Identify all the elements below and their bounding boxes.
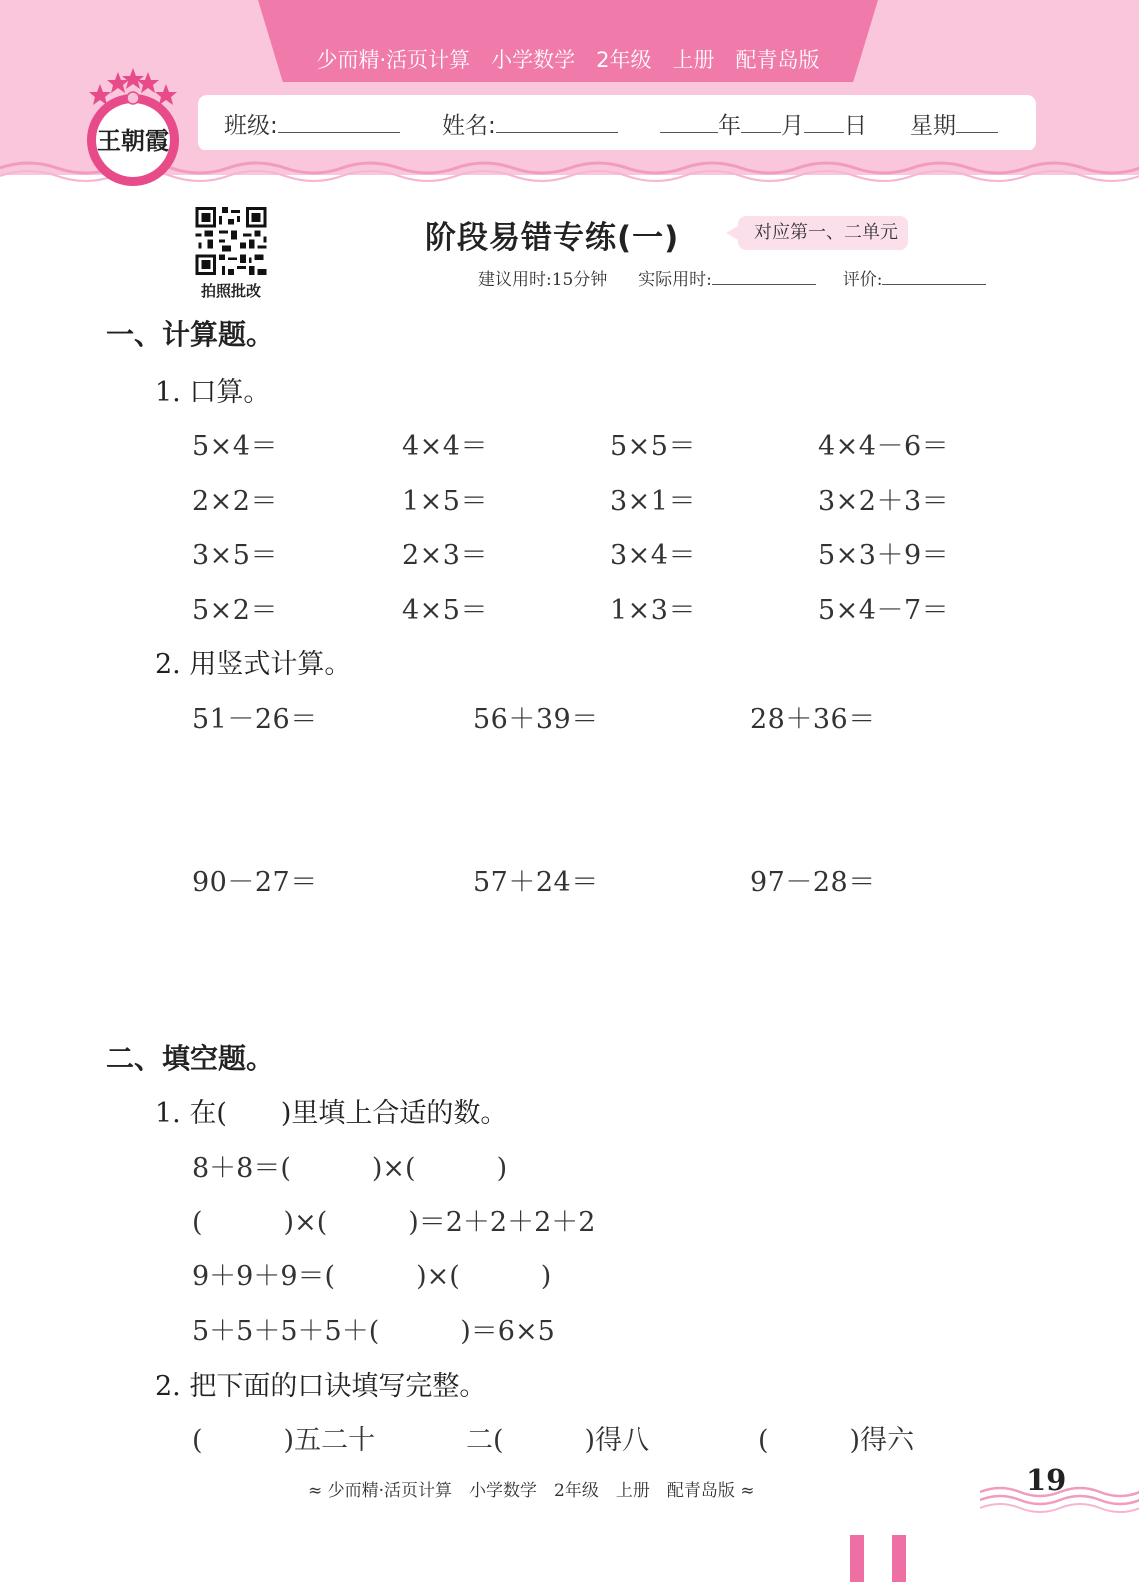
oral-item: 5×5＝: [610, 431, 696, 462]
rhyme-item[interactable]: ( )得六: [758, 1425, 915, 1456]
oral-item: 2×3＝: [402, 540, 488, 571]
actual-time-label: 实际用时:: [638, 270, 712, 290]
oral-item: 5×4－7＝: [818, 595, 950, 626]
fill-item[interactable]: 5＋5＋5＋5＋( )＝6×5: [192, 1316, 555, 1347]
edge-tab: [850, 1535, 864, 1582]
fill-item[interactable]: 9＋9＋9＝( )×( ): [192, 1261, 552, 1292]
rating-blank[interactable]: [882, 266, 986, 285]
time-line: [478, 265, 986, 290]
vertical-item: 51－26＝: [192, 704, 318, 735]
question-vertical: 2. 用竖式计算。: [155, 649, 352, 680]
day-blank[interactable]: [804, 110, 844, 133]
oral-item: 3×1＝: [610, 486, 696, 517]
rhyme-item[interactable]: ( )五二十: [192, 1425, 376, 1456]
rating-label: 评价:: [842, 270, 883, 290]
vertical-item: 28＋36＝: [750, 704, 876, 735]
class-field[interactable]: [224, 107, 400, 140]
oral-item: 1×5＝: [402, 486, 488, 517]
edge-tab: [892, 1535, 906, 1582]
oral-item: 5×3＋9＝: [818, 540, 950, 571]
name-label: 姓名:: [442, 113, 496, 139]
year-label: 年: [718, 113, 741, 139]
weekday-label: 星期: [910, 113, 956, 139]
logo-text: 王朝霞: [97, 126, 169, 155]
fill-item[interactable]: ( )×( )＝2＋2＋2＋2: [192, 1207, 596, 1238]
qr-label: 拍照批改: [200, 282, 261, 300]
actual-time-blank[interactable]: [712, 266, 816, 285]
question-oral: 1. 口算。: [155, 377, 271, 408]
class-blank[interactable]: [278, 110, 400, 133]
student-info-bar: [198, 95, 1036, 151]
oral-item: 4×4＝: [402, 431, 488, 462]
oral-item: 5×4＝: [192, 431, 278, 462]
oral-item: 2×2＝: [192, 486, 278, 517]
weekday-field[interactable]: [910, 107, 998, 140]
month-label: 月: [781, 113, 804, 139]
fill-item[interactable]: 8＋8＝( )×( ): [192, 1153, 508, 1184]
question-fill-number: 1. 在( )里填上合适的数。: [155, 1098, 508, 1129]
qr-code-icon[interactable]: [192, 204, 270, 278]
oral-item: 4×4－6＝: [818, 431, 950, 462]
brand-logo: [78, 66, 188, 190]
weekday-blank[interactable]: [956, 110, 998, 133]
day-label: 日: [844, 113, 867, 139]
rhyme-item[interactable]: 二( )得八: [466, 1425, 650, 1456]
page-number: 19: [1026, 1463, 1067, 1497]
month-blank[interactable]: [741, 110, 781, 133]
oral-item: 5×2＝: [192, 595, 278, 626]
year-blank[interactable]: [660, 110, 718, 133]
vertical-item: 57＋24＝: [473, 867, 599, 898]
name-blank[interactable]: [496, 110, 618, 133]
oral-item: 3×4＝: [610, 540, 696, 571]
section-heading-fill: 二、填空题。: [106, 1042, 275, 1075]
class-label: 班级:: [224, 113, 278, 139]
page-title: 阶段易错专练(一): [425, 220, 680, 256]
vertical-item: 97－28＝: [750, 867, 876, 898]
oral-item: 4×5＝: [402, 595, 488, 626]
vertical-item: 56＋39＝: [473, 704, 599, 735]
unit-tag: 对应第一、二单元: [738, 216, 908, 250]
series-title: 少而精·活页计算 小学数学 2年级 上册 配青岛版: [316, 48, 820, 72]
oral-item: 3×5＝: [192, 540, 278, 571]
suggested-time: 建议用时:15分钟: [478, 270, 608, 290]
vertical-item: 90－27＝: [192, 867, 318, 898]
name-field[interactable]: [442, 107, 618, 140]
section-heading-calc: 一、计算题。: [106, 318, 275, 351]
oral-item: 3×2＋3＝: [818, 486, 950, 517]
oral-item: 1×3＝: [610, 595, 696, 626]
question-multiplication-rhyme: 2. 把下面的口诀填写完整。: [155, 1371, 487, 1402]
footer-series: ≈ 少而精·活页计算 小学数学 2年级 上册 配青岛版 ≈: [308, 1481, 755, 1501]
date-field[interactable]: [660, 107, 867, 140]
